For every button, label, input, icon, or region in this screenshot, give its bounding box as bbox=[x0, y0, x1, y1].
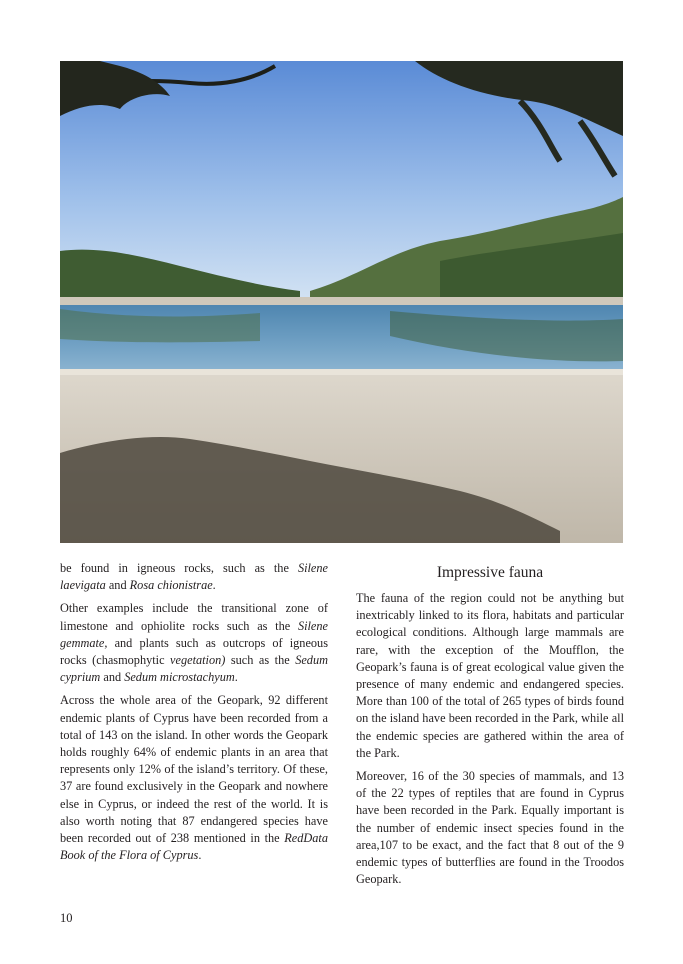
far-shore bbox=[60, 297, 623, 305]
text: Other examples include the transitional zone of limestone and ophiolite rocks such as the bbox=[60, 601, 328, 633]
text: and bbox=[105, 578, 130, 593]
paragraph bbox=[60, 692, 328, 864]
shoreline bbox=[60, 369, 623, 375]
text: . bbox=[212, 578, 216, 593]
text: Across the whole area of the Geopark, 92 different endemic plants of Cyprus have been recorded from a total of 143 on the island. In other words the Geopark holds roughly 64% of endemic plants in an area that represents only 12% of the island’s territory. Of these, 37 are found exclusively in the Geopark and nowhere else in Cyprus, or indeed the rest of the world. It is also worth noting that 87 endangered species have been recorded out of 238 mentioned in the bbox=[60, 693, 328, 846]
left-column bbox=[60, 560, 328, 870]
paragraph: Moreover, 16 of the 30 species of mammals, and 13 of the 22 types of reptiles that are found in Cyprus have been recorded in the Park. Equally important is the number of endemic insect species found in the area,107 to be exact, and the fact that 8 out of the 9 endemic types of butterflies are found in the Troodos Geopark. bbox=[356, 769, 624, 887]
paragraph bbox=[60, 560, 328, 594]
lake-photo bbox=[60, 61, 623, 543]
section-heading: Impressive fauna bbox=[436, 564, 544, 581]
text: and bbox=[100, 670, 125, 685]
text: . bbox=[234, 670, 238, 685]
right-column bbox=[356, 560, 624, 894]
text: be found in igneous rocks, such as the bbox=[60, 561, 298, 575]
italic-term: vegetation) bbox=[170, 653, 226, 668]
text: and plants such as outcrops of igneous rocks (chasmophytic bbox=[60, 635, 328, 668]
species-name: Rosa chionistrae bbox=[129, 578, 213, 593]
species-name: Sedum microstachyum bbox=[124, 670, 235, 685]
book-title: RedData Book of the Flora of Cyprus bbox=[60, 831, 328, 863]
text: such as the bbox=[225, 653, 296, 668]
text: . bbox=[198, 848, 202, 863]
page-number: 10 bbox=[60, 911, 73, 925]
paragraph: The fauna of the region could not be anything but inextricably linked to its flora, habitats and particular ecological conditions. Although large mammals are rare, with the exception of the Moufflon, the Geopark’s fauna is of great ecological value given the presence of many endemic and endangered species. More than 100 of the total of 265 types of birds found on the island have been recorded in the Park, while all the endemic species are gathered within the area of the Park. bbox=[356, 591, 624, 760]
species-name: Silene laevigata bbox=[60, 561, 328, 593]
paragraph bbox=[60, 600, 328, 686]
species-name: Silene gemmate, bbox=[60, 618, 328, 650]
lake-photo-illustration bbox=[60, 61, 623, 543]
species-name: Sedum cyprium bbox=[60, 653, 328, 685]
